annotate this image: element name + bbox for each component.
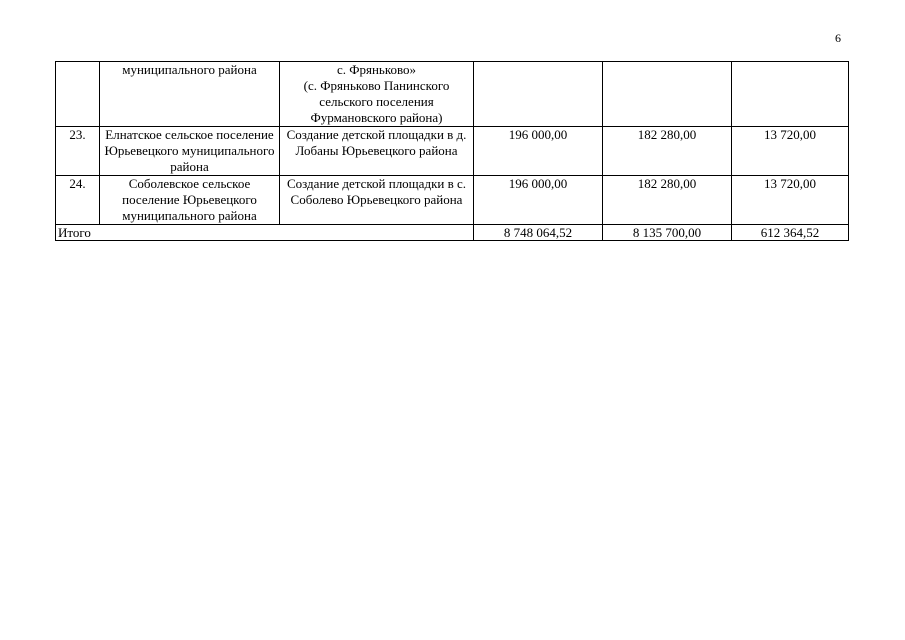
project-cell: Создание детской площадки в д. Лобаны Юрьевецкого района [280, 127, 474, 176]
total-label-cell: Итого [56, 225, 474, 241]
municipality-cell: Соболевское сельское поселение Юрьевецкого муниципального района [100, 176, 280, 225]
table-row [56, 62, 849, 127]
fund-amount-cell: 182 280,00 [603, 127, 732, 176]
fund-amount-cell: 182 280,00 [603, 176, 732, 225]
municipality-cell: муниципального района [100, 62, 280, 127]
local-amount-cell: 13 720,00 [732, 127, 849, 176]
funding-table [55, 61, 849, 241]
project-cell [280, 62, 474, 127]
row-number-cell [56, 62, 100, 127]
page-number: 6 [835, 31, 841, 45]
total-row [56, 225, 849, 241]
total-amount-cell: 196 000,00 [474, 176, 603, 225]
grand-total-cell: 8 748 064,52 [474, 225, 603, 241]
project-cell: Создание детской площадки в с. Соболево Юрьевецкого района [280, 176, 474, 225]
table-row [56, 127, 849, 176]
municipality-cell: Елнатское сельское поселение Юрьевецкого муниципального района [100, 127, 280, 176]
local-total-cell: 612 364,52 [732, 225, 849, 241]
fund-amount-cell [603, 62, 732, 127]
table-row [56, 176, 849, 225]
local-amount-cell: 13 720,00 [732, 176, 849, 225]
fund-total-cell: 8 135 700,00 [603, 225, 732, 241]
row-number-cell: 24. [56, 176, 100, 225]
project-text-line: с. Фряньково» (с. Фряньково Панинского сельского поселения Фурмановского района) [303, 62, 450, 125]
local-amount-cell [732, 62, 849, 127]
row-number-cell: 23. [56, 127, 100, 176]
total-amount-cell [474, 62, 603, 127]
total-amount-cell: 196 000,00 [474, 127, 603, 176]
